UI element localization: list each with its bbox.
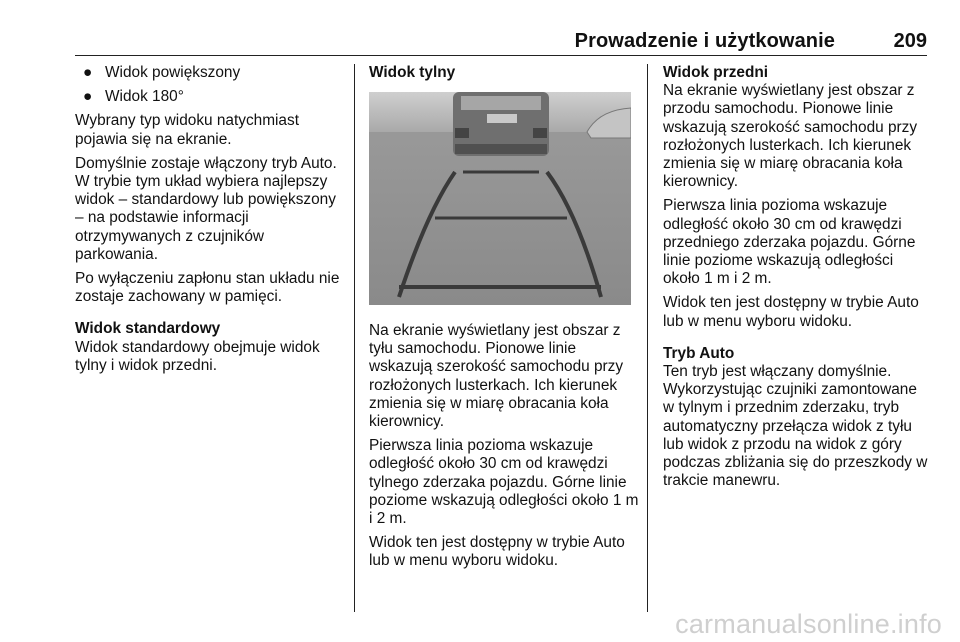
bullet-item — [75, 64, 347, 82]
section-heading: Widok przedni — [663, 64, 769, 81]
section-heading: Tryb Auto — [663, 344, 735, 362]
column-divider-right — [647, 64, 648, 612]
column-divider-left — [354, 64, 355, 612]
right-column — [663, 64, 929, 496]
paragraph: Pierwsza linia pozioma wskazuje odległość około 30 cm od krawędzi tylnego zderzaka pojazdu. Górne linie poziome wskazują odległości około 1 m i 2 m. — [369, 437, 639, 528]
bullet-dot: ● — [83, 64, 93, 81]
section-text: Ten tryb jest włączany domyślnie. Wykorzystując czujniki zamontowane w tylnym i przednim zderzaku, tryb automatyczny przełącza widok z tyłu lub widok z przodu na widok z góry podczas zbliżania się do przeszkody w trakcie manewru. — [663, 363, 928, 490]
paragraph: Widok ten jest dostępny w trybie Auto lub w menu wyboru widoku. — [369, 534, 625, 570]
rear-camera-illustration — [369, 92, 631, 305]
paragraph: Wybrany typ widoku natychmiast pojawia się na ekranie. — [75, 112, 299, 148]
paragraph: Na ekranie wyświetlany jest obszar z przodu samochodu. Pionowe linie wskazują szerokość samochodu przy rozłożonych lusterkach. Ich kierunek zmienia się w miarę obracania koła kierownicy. — [663, 82, 918, 191]
bullet-text: Widok powiększony — [105, 64, 241, 81]
rear-camera-image — [369, 92, 631, 305]
bullet-item — [75, 88, 347, 106]
left-column — [75, 64, 347, 381]
page-title: Prowadzenie i użytkowanie — [574, 30, 835, 52]
section-text: Widok standardowy obejmuje widok tylny i widok przedni. — [75, 338, 320, 374]
bullet-dot: ● — [83, 88, 93, 106]
paragraph: Widok ten jest dostępny w trybie Auto lub w menu wyboru widoku. — [663, 294, 919, 330]
section-heading: Widok standardowy — [75, 320, 221, 338]
section-heading: Widok tylny — [369, 64, 456, 81]
paragraph: Na ekranie wyświetlany jest obszar z tyłu samochodu. Pionowe linie wskazują szerokość samochodu przy rozłożonych lusterkach. Ich kierunek zmienia się w miarę obracania koła kierownicy. — [369, 322, 624, 431]
page-number: 209 — [893, 30, 927, 52]
page-header — [75, 30, 927, 54]
bullet-text: Widok 180° — [105, 88, 184, 106]
middle-column-body — [369, 322, 639, 577]
paragraph: Domyślnie zostaje włączony tryb Auto. W trybie tym układ wybiera najlepszy widok – standardowy lub powiększony – na podstawie informacji otrzymywanych z czujników parkowania. — [75, 154, 337, 263]
middle-column — [369, 64, 635, 82]
paragraph: Po wyłączeniu zapłonu stan układu nie zostaje zachowany w pamięci. — [75, 270, 340, 306]
watermark: carmanualsonline.info — [675, 609, 942, 639]
paragraph: Pierwsza linia pozioma wskazuje odległość około 30 cm od krawędzi przedniego zderzaka pojazdu. Górne linie poziome wskazują odległości około 1 m i 2 m. — [663, 197, 916, 288]
header-rule — [75, 55, 927, 56]
